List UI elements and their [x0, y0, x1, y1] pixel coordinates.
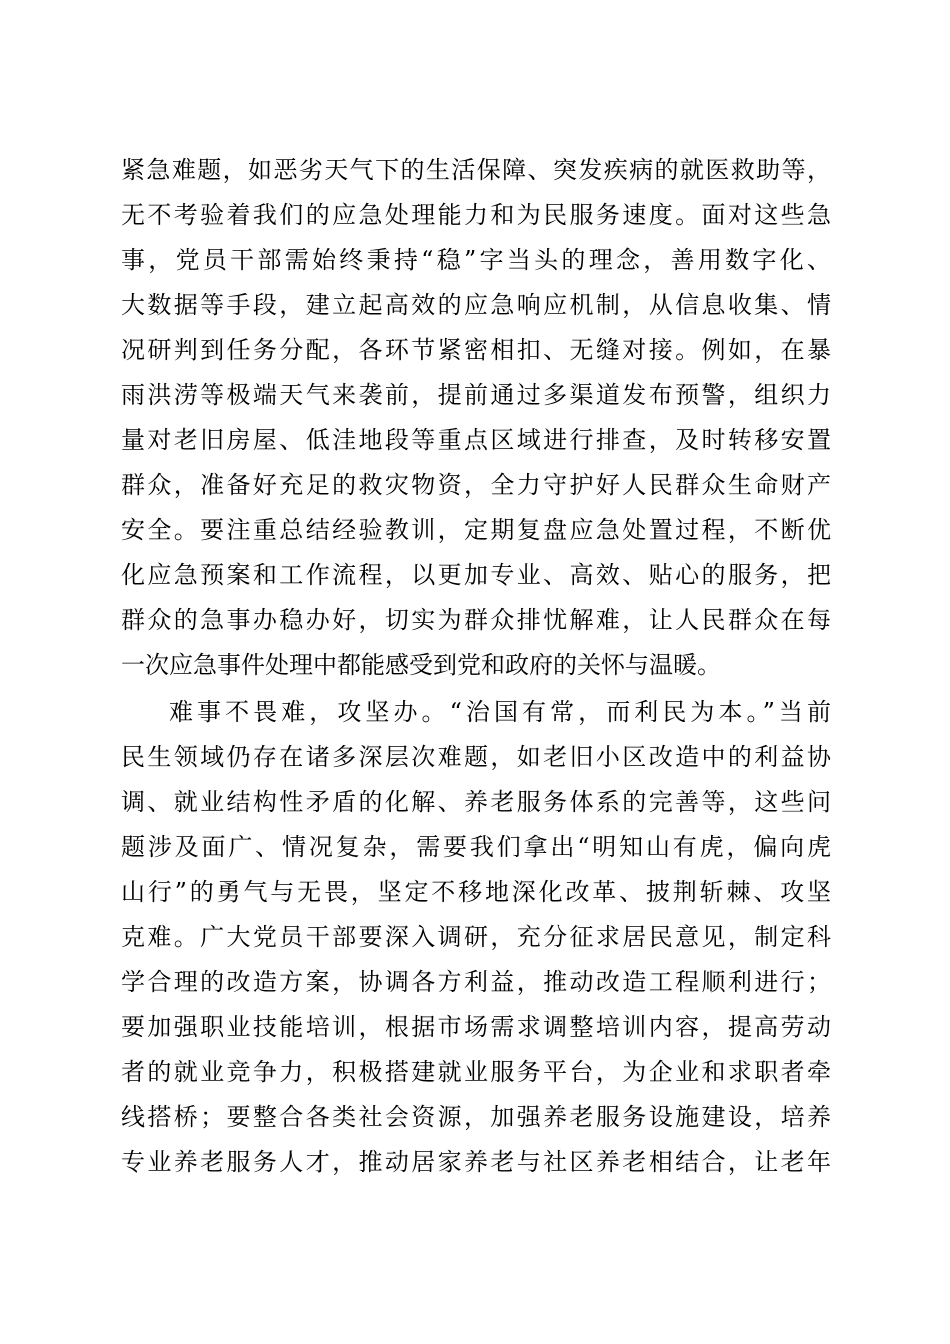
paragraph-line: 题涉及面广、情况复杂，需要我们拿出“明知山有虎，偏向虎 — [121, 833, 831, 861]
paragraph-line: 事，党员干部需始终秉持“稳”字当头的理念，善用数字化、 — [121, 246, 831, 274]
paragraph-line: 雨洪涝等极端天气来袭前，提前通过多渠道发布预警，组织力 — [121, 381, 831, 409]
paragraph-emergency-response — [121, 148, 831, 688]
paragraph-line: 调、就业结构性矛盾的化解、养老服务体系的完善等，这些问 — [121, 788, 831, 816]
paragraph-line: 一次应急事件处理中都能感受到党和政府的关怀与温暖。 — [121, 651, 721, 679]
paragraph-line: 民生领域仍存在诸多深层次难题，如老旧小区改造中的利益协 — [121, 743, 831, 771]
paragraph-line: 专业养老服务人才，推动居家养老与社区养老相结合，让老年 — [121, 1148, 831, 1176]
paragraph-line: 群众的急事办稳办好，切实为群众排忧解难，让人民群众在每 — [121, 606, 831, 634]
paragraph-line: 山行”的勇气与无畏，坚定不移地深化改革、披荆斩棘、攻坚 — [121, 878, 831, 906]
paragraph-line: 群众，准备好充足的救灾物资，全力守护好人民群众生命财产 — [121, 471, 831, 499]
paragraph-line: 况研判到任务分配，各环节紧密相扣、无缝对接。例如，在暴 — [121, 336, 831, 364]
paragraph-line: 大数据等手段，建立起高效的应急响应机制，从信息收集、情 — [121, 291, 831, 319]
paragraph-line: 者的就业竞争力，积极搭建就业服务平台，为企业和求职者牵 — [121, 1058, 831, 1086]
paragraph-line: 线搭桥；要整合各类社会资源，加强养老服务设施建设，培养 — [121, 1103, 831, 1131]
paragraph-line: 化应急预案和工作流程，以更加专业、高效、贴心的服务，把 — [121, 561, 831, 589]
paragraph-line: 学合理的改造方案，协调各方利益，推动改造工程顺利进行； — [121, 968, 831, 996]
paragraph-line: 紧急难题，如恶劣天气下的生活保障、突发疾病的就医救助等， — [121, 156, 831, 184]
paragraph-line: 无不考验着我们的应急处理能力和为民服务速度。面对这些急 — [121, 201, 831, 229]
paragraph-difficult-issues — [121, 690, 831, 1185]
paragraph-line: 安全。要注重总结经验教训，定期复盘应急处置过程，不断优 — [121, 516, 831, 544]
paragraph-line: 克难。广大党员干部要深入调研，充分征求居民意见，制定科 — [121, 923, 831, 951]
paragraph-line: 难事不畏难，攻坚办。“治国有常，而利民为本。”当前 — [169, 698, 831, 726]
paragraph-line: 要加强职业技能培训，根据市场需求调整培训内容，提高劳动 — [121, 1013, 831, 1041]
paragraph-line: 量对老旧房屋、低洼地段等重点区域进行排查，及时转移安置 — [121, 426, 831, 454]
